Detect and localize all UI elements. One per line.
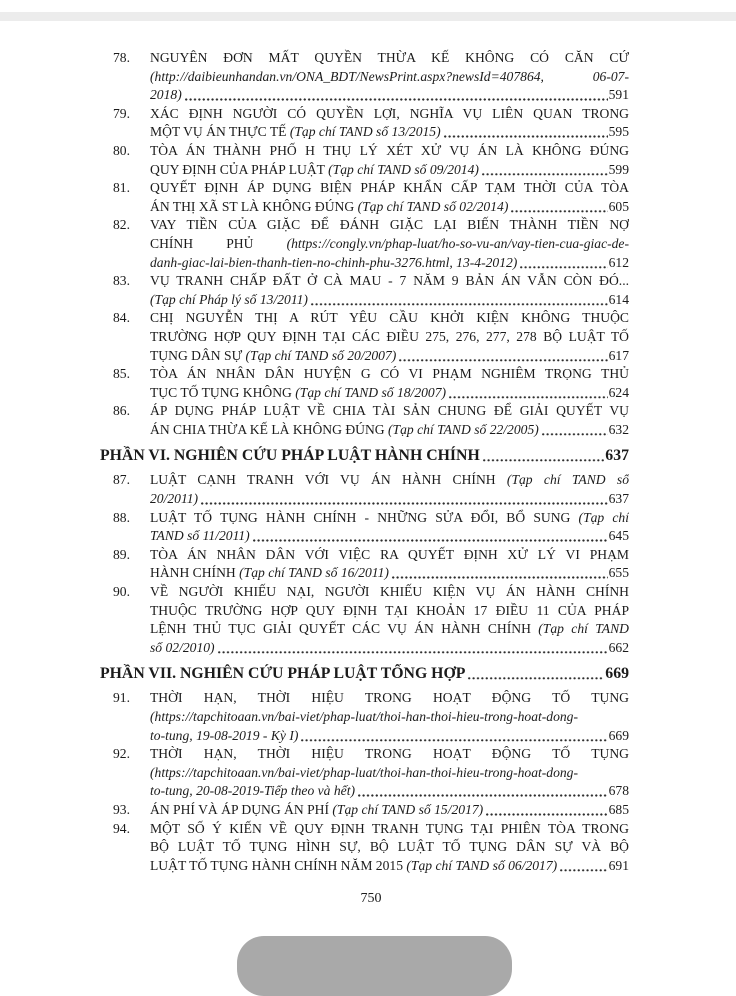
entry-line-text bbox=[150, 564, 389, 583]
entry-line bbox=[150, 49, 629, 68]
section-title: PHẦN VI. NGHIÊN CỨU PHÁP LUẬT HÀNH CHÍNH bbox=[100, 447, 480, 465]
entry-line bbox=[150, 328, 629, 347]
entry-title-text: TỤNG DÂN SỰ bbox=[150, 347, 246, 363]
entry-citation: 20/2011) bbox=[150, 491, 199, 507]
entry-number: 90. bbox=[113, 584, 130, 600]
entry-number: 94. bbox=[113, 820, 130, 836]
entry-title-text: TỤC TỐ TỤNG KHÔNG bbox=[150, 384, 296, 400]
entry-line-text bbox=[150, 490, 198, 509]
entry-line bbox=[150, 727, 629, 746]
entry-page-number: 599 bbox=[608, 161, 629, 177]
entry-body bbox=[150, 471, 629, 508]
entry-line bbox=[150, 365, 629, 384]
entry-line-text bbox=[150, 123, 441, 142]
entry-number: 88. bbox=[113, 509, 130, 525]
toc-entry bbox=[113, 105, 629, 142]
entry-line-text bbox=[150, 421, 539, 440]
entry-line bbox=[150, 564, 629, 583]
entry-number: 91. bbox=[113, 690, 130, 706]
entry-line bbox=[150, 421, 629, 440]
entry-title-text: THỜI HẠN, THỜI HIỆU TRONG HOẠT ĐỘNG TỐ TỤNG bbox=[150, 690, 629, 706]
entry-page-number: 591 bbox=[608, 87, 629, 103]
entry-title-text: LỆNH THỦ TỤC GIẢI QUYẾT CÁC VỤ ÁN HÀNH CHÍNH bbox=[150, 621, 539, 637]
entry-number: 93. bbox=[113, 801, 130, 817]
entry-line bbox=[150, 689, 629, 708]
entry-line bbox=[150, 820, 629, 839]
entry-line bbox=[150, 782, 629, 801]
entry-number: 92. bbox=[113, 746, 130, 762]
dot-leader bbox=[481, 172, 608, 177]
dot-leader bbox=[357, 793, 608, 798]
entry-title-text: VỤ TRANH CHẤP ĐẤT Ở CÀ MAU - 7 NĂM 9 BẢN ÁN VẪN CÒN ĐÓ... bbox=[150, 273, 629, 289]
entry-citation: (Tạp chí TAND số 06/2017) bbox=[406, 857, 558, 873]
entry-title-text: LUẬT TỐ TỤNG HÀNH CHÍNH - NHỮNG SỬA ĐỔI, BỔ SUNG bbox=[150, 509, 579, 525]
entry-line bbox=[150, 105, 629, 124]
section-title: PHẦN VII. NGHIÊN CỨU PHÁP LUẬT TỔNG HỢP bbox=[100, 665, 466, 683]
dot-leader bbox=[252, 538, 608, 543]
entry-citation: (Tạp chí TAND số 15/2017) bbox=[332, 801, 484, 817]
sheet-handle-icon[interactable] bbox=[237, 936, 512, 996]
entry-citation: (Tạp chí Pháp lý số 13/2011) bbox=[150, 291, 308, 307]
entry-number: 83. bbox=[113, 273, 130, 289]
entry-citation: (http://daibieunhandan.vn/ONA_BDT/NewsPrint.aspx?newsId=407864, 06-07- bbox=[150, 68, 629, 84]
entry-line bbox=[150, 838, 629, 857]
dot-leader bbox=[200, 501, 608, 506]
entry-body bbox=[150, 546, 629, 583]
entry-body bbox=[150, 801, 629, 820]
entry-body bbox=[150, 142, 629, 179]
entry-body bbox=[150, 583, 629, 657]
entry-citation: to-tung, 19-08-2019 - Kỳ I) bbox=[150, 727, 299, 743]
entry-citation: danh-giac-lai-bien-thanh-tien-no-chinh-phu-3276.html, 13-4-2012) bbox=[150, 254, 518, 270]
entry-body bbox=[150, 402, 629, 439]
dot-leader bbox=[300, 738, 607, 743]
footer-page-number: 750 bbox=[360, 891, 382, 906]
page-footer bbox=[113, 891, 629, 907]
toc-entry bbox=[113, 546, 629, 583]
dot-leader bbox=[519, 265, 607, 270]
entry-line bbox=[150, 235, 629, 254]
entry-line-text bbox=[150, 384, 446, 403]
entry-line-text bbox=[150, 291, 308, 310]
toc-section-header bbox=[100, 664, 629, 684]
dot-leader bbox=[448, 395, 608, 400]
entry-body bbox=[150, 216, 629, 272]
entry-page-number: 662 bbox=[608, 639, 629, 655]
entry-line bbox=[150, 402, 629, 421]
entry-line bbox=[150, 583, 629, 602]
entry-line bbox=[150, 745, 629, 764]
entry-page-number: 645 bbox=[608, 528, 629, 544]
entry-line-text bbox=[150, 727, 298, 746]
entry-line bbox=[150, 801, 629, 820]
entry-title-text: THUỘC TRƯỜNG HỢP QUY ĐỊNH TẠI KHOẢN 17 ĐIỀU 11 CỦA PHÁP bbox=[150, 602, 629, 618]
entry-line-text bbox=[150, 801, 483, 820]
dot-leader bbox=[391, 575, 608, 580]
entry-line bbox=[150, 490, 629, 509]
entry-title-text: QUYẾT ĐỊNH ÁP DỤNG BIỆN PHÁP KHẨN CẤP TẠM THỜI CỦA TÒA bbox=[150, 180, 629, 196]
entry-page-number: 595 bbox=[608, 124, 629, 140]
toc-entry bbox=[113, 272, 629, 309]
entry-title-text: TRƯỜNG HỢP QUY ĐỊNH TẠI CÁC ĐIỀU 275, 276, 277, 278 BỘ LUẬT TỐ bbox=[150, 328, 629, 344]
entry-line bbox=[150, 384, 629, 403]
entry-line bbox=[150, 620, 629, 639]
entry-citation: (Tạp chí TAND số 22/2005) bbox=[387, 421, 539, 437]
entry-number: 82. bbox=[113, 217, 130, 233]
section-page-number: 637 bbox=[605, 447, 629, 465]
entry-number: 85. bbox=[113, 366, 130, 382]
entry-citation: (Tạp chí TAND số 02/2014) bbox=[357, 198, 509, 214]
entry-page-number: 678 bbox=[608, 783, 629, 799]
entry-title-text: TÒA ÁN NHÂN DÂN HUYỆN G CÓ VI PHẠM NGHIÊM TRỌNG THỦ bbox=[150, 366, 629, 382]
entry-line bbox=[150, 291, 629, 310]
toc-entry bbox=[113, 49, 629, 105]
entry-body bbox=[150, 49, 629, 105]
entry-citation: (Tạp chí TAND số 18/2007) bbox=[295, 384, 447, 400]
dot-leader bbox=[541, 432, 608, 437]
entry-page-number: 617 bbox=[608, 347, 629, 363]
entry-body bbox=[150, 509, 629, 546]
entry-page-number: 614 bbox=[608, 291, 629, 307]
entry-number: 84. bbox=[113, 310, 130, 326]
toc-entry bbox=[113, 142, 629, 179]
entry-title-text: MỘT SỐ Ý KIẾN VỀ QUY ĐỊNH TRANH TỤNG TẠI PHIÊN TÒA TRONG bbox=[150, 820, 629, 836]
toc-entry bbox=[113, 801, 629, 820]
entry-page-number: 655 bbox=[608, 565, 629, 581]
entry-citation: (Tạp chí TAND số 09/2014) bbox=[328, 161, 479, 177]
entry-body bbox=[150, 272, 629, 309]
entry-line bbox=[150, 123, 629, 142]
entry-citation: TAND số 11/2011) bbox=[150, 528, 250, 544]
entry-line bbox=[150, 639, 629, 658]
entry-title-text: NGUYÊN ĐƠN MẤT QUYỀN THỪA KẾ KHÔNG CÓ CĂN CỨ bbox=[150, 50, 629, 65]
dot-leader bbox=[217, 650, 608, 655]
dot-leader bbox=[443, 134, 608, 139]
entry-line bbox=[150, 216, 629, 235]
entry-body bbox=[150, 689, 629, 745]
toc-entry bbox=[113, 402, 629, 439]
entry-citation: (Tạp chí TAND bbox=[538, 621, 629, 637]
entry-body bbox=[150, 820, 629, 876]
entry-citation: (Tạp chí bbox=[578, 509, 629, 525]
dot-leader bbox=[482, 458, 605, 463]
entry-line bbox=[150, 161, 629, 180]
entry-line-text bbox=[150, 857, 557, 876]
entry-line-text bbox=[150, 198, 508, 217]
toc-entry bbox=[113, 309, 629, 365]
entry-body bbox=[150, 365, 629, 402]
entry-title-text: LUẬT TỐ TỤNG HÀNH CHÍNH NĂM 2015 bbox=[150, 857, 407, 873]
entry-page-number: 612 bbox=[608, 254, 629, 270]
entry-citation: (Tạp chí TAND số 16/2011) bbox=[239, 565, 389, 581]
entry-page-number: 605 bbox=[608, 198, 629, 214]
entry-line bbox=[150, 347, 629, 366]
entry-page-number: 669 bbox=[608, 727, 629, 743]
entry-line bbox=[150, 142, 629, 161]
entry-title-text: MỘT VỤ ÁN THỰC TẾ bbox=[150, 124, 290, 140]
entry-line bbox=[150, 68, 629, 87]
entry-citation: 2018) bbox=[150, 87, 182, 103]
entry-line bbox=[150, 272, 629, 291]
entry-title-text: LUẬT CẠNH TRANH VỚI VỤ ÁN HÀNH CHÍNH bbox=[150, 472, 507, 488]
entry-line bbox=[150, 764, 629, 783]
toc-entry bbox=[113, 365, 629, 402]
entry-line bbox=[150, 471, 629, 490]
toc-entry bbox=[113, 820, 629, 876]
entry-citation: (https://tapchitoaan.vn/bai-viet/phap-luat/thoi-han-thoi-hieu-trong-hoat-dong- bbox=[150, 764, 579, 780]
entry-body bbox=[150, 179, 629, 216]
entry-title-text: VỀ NGƯỜI KHIẾU NẠI, NGƯỜI KHIẾU KIỆN VỤ ÁN HÀNH CHÍNH bbox=[150, 584, 629, 600]
dot-leader bbox=[398, 358, 607, 363]
toc-entry bbox=[113, 216, 629, 272]
entry-citation: (Tạp chí TAND số 13/2015) bbox=[289, 124, 441, 140]
entry-page-number: 632 bbox=[608, 421, 629, 437]
dot-leader bbox=[510, 209, 607, 214]
entry-line bbox=[150, 309, 629, 328]
entry-title-text: CHỊ NGUYỄN THỊ A RÚT YÊU CẦU KHỞI KIỆN KHÔNG THUỘC bbox=[150, 310, 629, 326]
entry-number: 89. bbox=[113, 546, 130, 562]
entry-title-text: ÁP DỤNG PHÁP LUẬT VỀ CHIA TÀI SẢN CHUNG ĐỂ GIẢI QUYẾT VỤ bbox=[150, 403, 629, 419]
entry-line bbox=[150, 527, 629, 546]
entry-line bbox=[150, 509, 629, 528]
dot-leader bbox=[485, 812, 607, 817]
entry-citation: số 02/2010) bbox=[150, 639, 215, 655]
entry-title-text: ÁN THỊ XÃ ST LÀ KHÔNG ĐÚNG bbox=[150, 198, 358, 214]
entry-body bbox=[150, 309, 629, 365]
entry-citation: (Tạp chí TAND số bbox=[506, 472, 629, 488]
entry-title-text: HÀNH CHÍNH bbox=[150, 565, 240, 581]
entry-line-text bbox=[150, 86, 182, 105]
entry-page-number: 685 bbox=[608, 801, 629, 817]
toc-entry bbox=[113, 471, 629, 508]
entry-citation: (Tạp chí TAND số 20/2007) bbox=[245, 347, 397, 363]
toc-section-header bbox=[100, 446, 629, 466]
toc-entry bbox=[113, 689, 629, 745]
entry-title-text: THỜI HẠN, THỜI HIỆU TRONG HOẠT ĐỘNG TỐ TỤNG bbox=[150, 746, 629, 762]
page-gap-band bbox=[0, 12, 736, 21]
entry-title-text: BỘ LUẬT TỐ TỤNG HÌNH SỰ, BỘ LUẬT TỐ TỤNG DÂN SỰ VÀ BỘ bbox=[150, 839, 629, 855]
entry-citation: (https://congly.vn/phap-luat/ho-so-vu-an/vay-tien-cua-giac-de- bbox=[286, 235, 629, 251]
entry-body bbox=[150, 745, 629, 801]
table-of-contents bbox=[100, 49, 629, 875]
entry-line bbox=[150, 546, 629, 565]
toc-entry bbox=[113, 509, 629, 546]
entry-line-text bbox=[150, 347, 396, 366]
entry-line-text bbox=[150, 254, 517, 273]
dot-leader bbox=[184, 97, 608, 102]
entry-line-text bbox=[150, 782, 355, 801]
dot-leader bbox=[559, 868, 607, 873]
entry-title-text: QUY ĐỊNH CỦA PHÁP LUẬT bbox=[150, 161, 329, 177]
entry-line bbox=[150, 857, 629, 876]
entry-citation: (https://tapchitoaan.vn/bai-viet/phap-luat/thoi-han-thoi-hieu-trong-hoat-dong- bbox=[150, 709, 579, 724]
entry-page-number: 691 bbox=[608, 857, 629, 873]
entry-citation: to-tung, 20-08-2019-Tiếp theo và hết) bbox=[150, 783, 356, 799]
entry-page-number: 624 bbox=[608, 384, 629, 400]
entry-line-text bbox=[150, 161, 479, 180]
section-page-number: 669 bbox=[605, 665, 629, 683]
entry-line bbox=[150, 254, 629, 273]
entry-title-text: VAY TIỀN CỦA GIẶC ĐỂ ĐÁNH GIẶC LẠI BIẾN THÀNH TIỀN NỢ bbox=[150, 217, 629, 233]
entry-line bbox=[150, 179, 629, 198]
dot-leader bbox=[467, 676, 604, 681]
entry-line bbox=[150, 602, 629, 621]
entry-title-text: XÁC ĐỊNH NGƯỜI CÓ QUYỀN LỢI, NGHĨA VỤ LIÊN QUAN TRONG bbox=[150, 105, 629, 121]
entry-line bbox=[150, 708, 629, 727]
entry-number: 78. bbox=[113, 50, 130, 65]
entry-number: 80. bbox=[113, 142, 130, 158]
entry-title-text: TÒA ÁN NHÂN DÂN VỚI VIỆC RA QUYẾT ĐỊNH XỬ LÝ VI PHẠM bbox=[150, 546, 629, 562]
dot-leader bbox=[310, 302, 608, 307]
entry-number: 87. bbox=[113, 472, 130, 488]
toc-entry bbox=[113, 583, 629, 657]
entry-number: 81. bbox=[113, 180, 130, 196]
entry-line-text bbox=[150, 527, 250, 546]
entry-title-text: TÒA ÁN THÀNH PHỐ H THỤ LÝ XÉT XỬ VỤ ÁN LÀ KHÔNG ĐÚNG bbox=[150, 142, 629, 158]
entry-title-text: CHÍNH PHỦ bbox=[150, 235, 287, 251]
entry-title-text: ÁN CHIA THỪA KẾ LÀ KHÔNG ĐÚNG bbox=[150, 421, 388, 437]
entry-body bbox=[150, 105, 629, 142]
toc-entry bbox=[113, 745, 629, 801]
toc-entry bbox=[113, 179, 629, 216]
entry-line bbox=[150, 198, 629, 217]
entry-number: 86. bbox=[113, 403, 130, 419]
entry-line-text bbox=[150, 639, 215, 658]
entry-number: 79. bbox=[113, 105, 130, 121]
entry-title-text: ÁN PHÍ VÀ ÁP DỤNG ÁN PHÍ bbox=[150, 801, 333, 817]
entry-page-number: 637 bbox=[608, 491, 629, 507]
entry-line bbox=[150, 86, 629, 105]
